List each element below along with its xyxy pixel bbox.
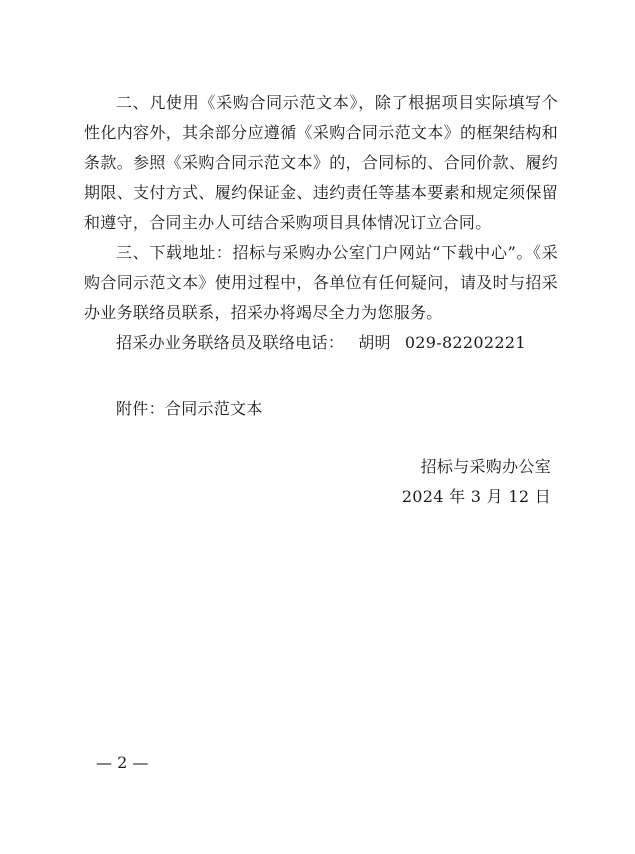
issuing-office: 招标与采购办公室 bbox=[420, 457, 551, 476]
page-number: — 2 — bbox=[96, 753, 149, 772]
contact-label: 招采办业务联络员及联络电话： bbox=[116, 333, 345, 352]
signature-block bbox=[402, 452, 551, 512]
document-body bbox=[84, 88, 558, 358]
contact-name: 胡明 bbox=[358, 333, 391, 352]
contact-line bbox=[84, 328, 558, 358]
contact-phone: 029-82202221 bbox=[404, 333, 526, 352]
issue-date: 2024 年 3 月 12 日 bbox=[401, 487, 551, 506]
attachment-line: 附件：合同示范文本 bbox=[116, 399, 263, 418]
paragraph-two: 二、凡使用《采购合同示范文本》，除了根据项目实际填写个性化内容外，其余部分应遵循《采购合同示范文本》的框架结构和条款。参照《采购合同示范文本》的，合同标的、合同价款、履约期限、支付方式、履约保证金、违约责任等基本要素和规定须保留和遵守，合同主办人可结合采购项目具体情况订立合同。 bbox=[84, 93, 558, 232]
paragraph-three: 三、下载地址：招标与采购办公室门户网站“下载中心”。《采购合同示范文本》使用过程中，各单位有任何疑问，请及时与招采办业务联络员联系，招采办将竭尽全力为您服务。 bbox=[84, 243, 558, 322]
